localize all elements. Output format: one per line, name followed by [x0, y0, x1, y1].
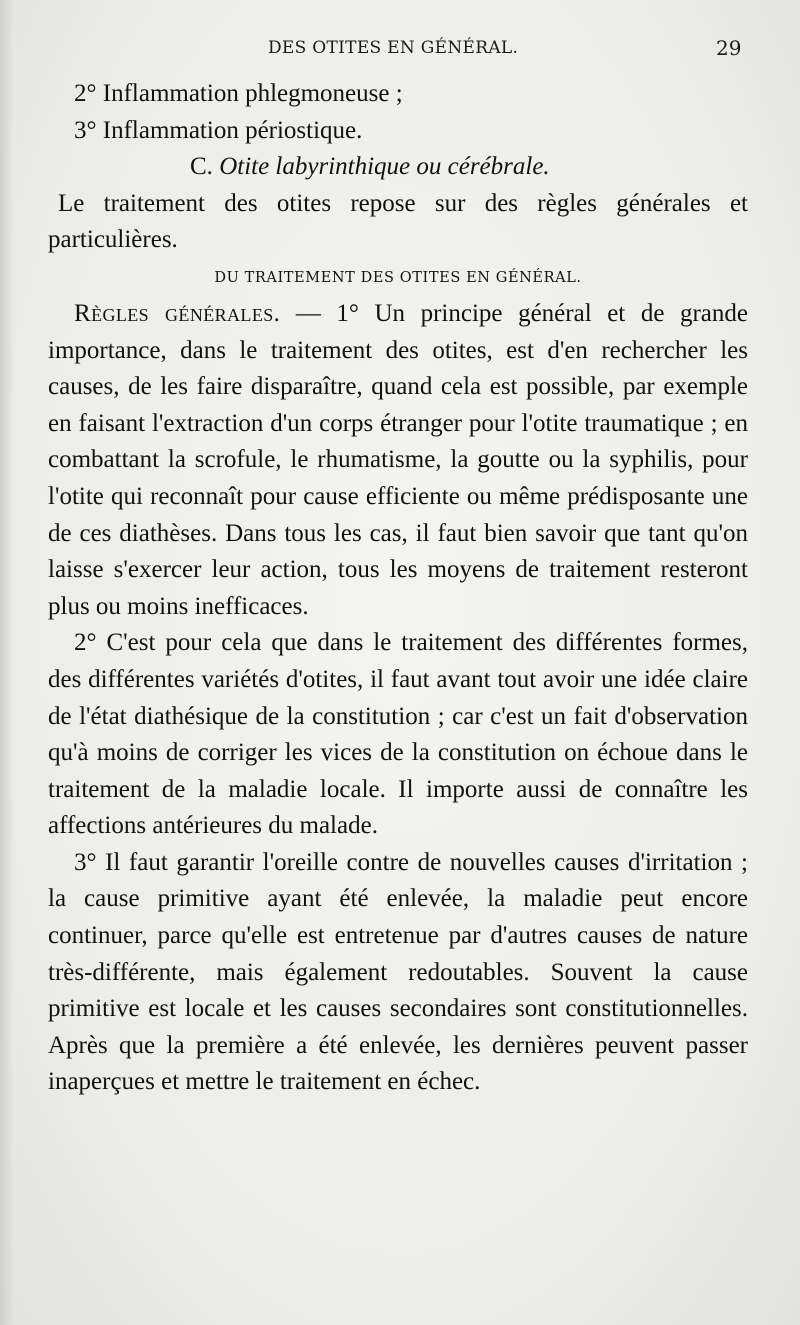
- page-header: [0, 36, 800, 66]
- paragraph-text: — 1° Un principe général et de grande importance, dans le traitement des otites, est d'en rechercher les causes, de les faire disparaître, quand cela est possible, par exemple en faisant l'extraction d'un corps étranger pour l'otite traumatique ; en combattant la scrofule, le rhumatisme, la goutte ou la syphilis, pour l'otite qui reconnaît pour cause efficiente ou même prédisposante une de ces diathèses. Dans tous les cas, il faut bien savoir que tant qu'on laisse s'exercer leur action, tous les moyens de traitement resteront plus ou moins inefficaces.: [48, 299, 748, 620]
- paragraph-rule-2: 2° C'est pour cela que dans le traitement des différentes formes, des différentes variétés d'otites, il faut avant tout avoir une idée claire de l'état diathésique de la constitution ; car c'est un fait d'observation qu'à moins de corriger les vices de la constitution on échoue dans le traitement de la maladie locale. Il importe aussi de connaître les affections antérieures du malade.: [48, 629, 748, 840]
- intro-paragraph: Le traitement des otites repose sur des règles générales et particulières.: [48, 189, 748, 254]
- section-letter: C.: [190, 153, 213, 181]
- section-heading-c: [48, 149, 748, 186]
- list-item: 3° Inflammation périostique.: [74, 116, 363, 144]
- running-title: DES OTITES EN GÉNÉRAL.: [268, 38, 519, 58]
- page-number: 29: [716, 36, 742, 60]
- paragraph-rule-3: 3° Il faut garantir l'oreille contre de nouvelles causes d'irritation ; la cause primitive ayant été enlevée, la maladie peut encore continuer, parce qu'elle est entretenue par d'autres causes de nature très-différente, mais également redoutables. Souvent la cause primitive est locale et les causes secondaires sont constitutionnelles. Après que la première a été enlevée, les dernières peuvent passer inaperçues et mettre le traitement en échec.: [48, 848, 748, 1096]
- paragraph-rule-1: [48, 296, 748, 625]
- page-edge-shadow: [0, 0, 14, 1325]
- chapter-heading: DU TRAITEMENT DES OTITES EN GÉNÉRAL.: [214, 269, 582, 286]
- rules-label: Règles générales.: [74, 299, 281, 327]
- section-title: Otite labyrinthique ou cérébrale.: [219, 153, 550, 181]
- list-item: 2° Inflammation phlegmoneuse ;: [74, 80, 403, 107]
- body-text: [48, 76, 748, 1101]
